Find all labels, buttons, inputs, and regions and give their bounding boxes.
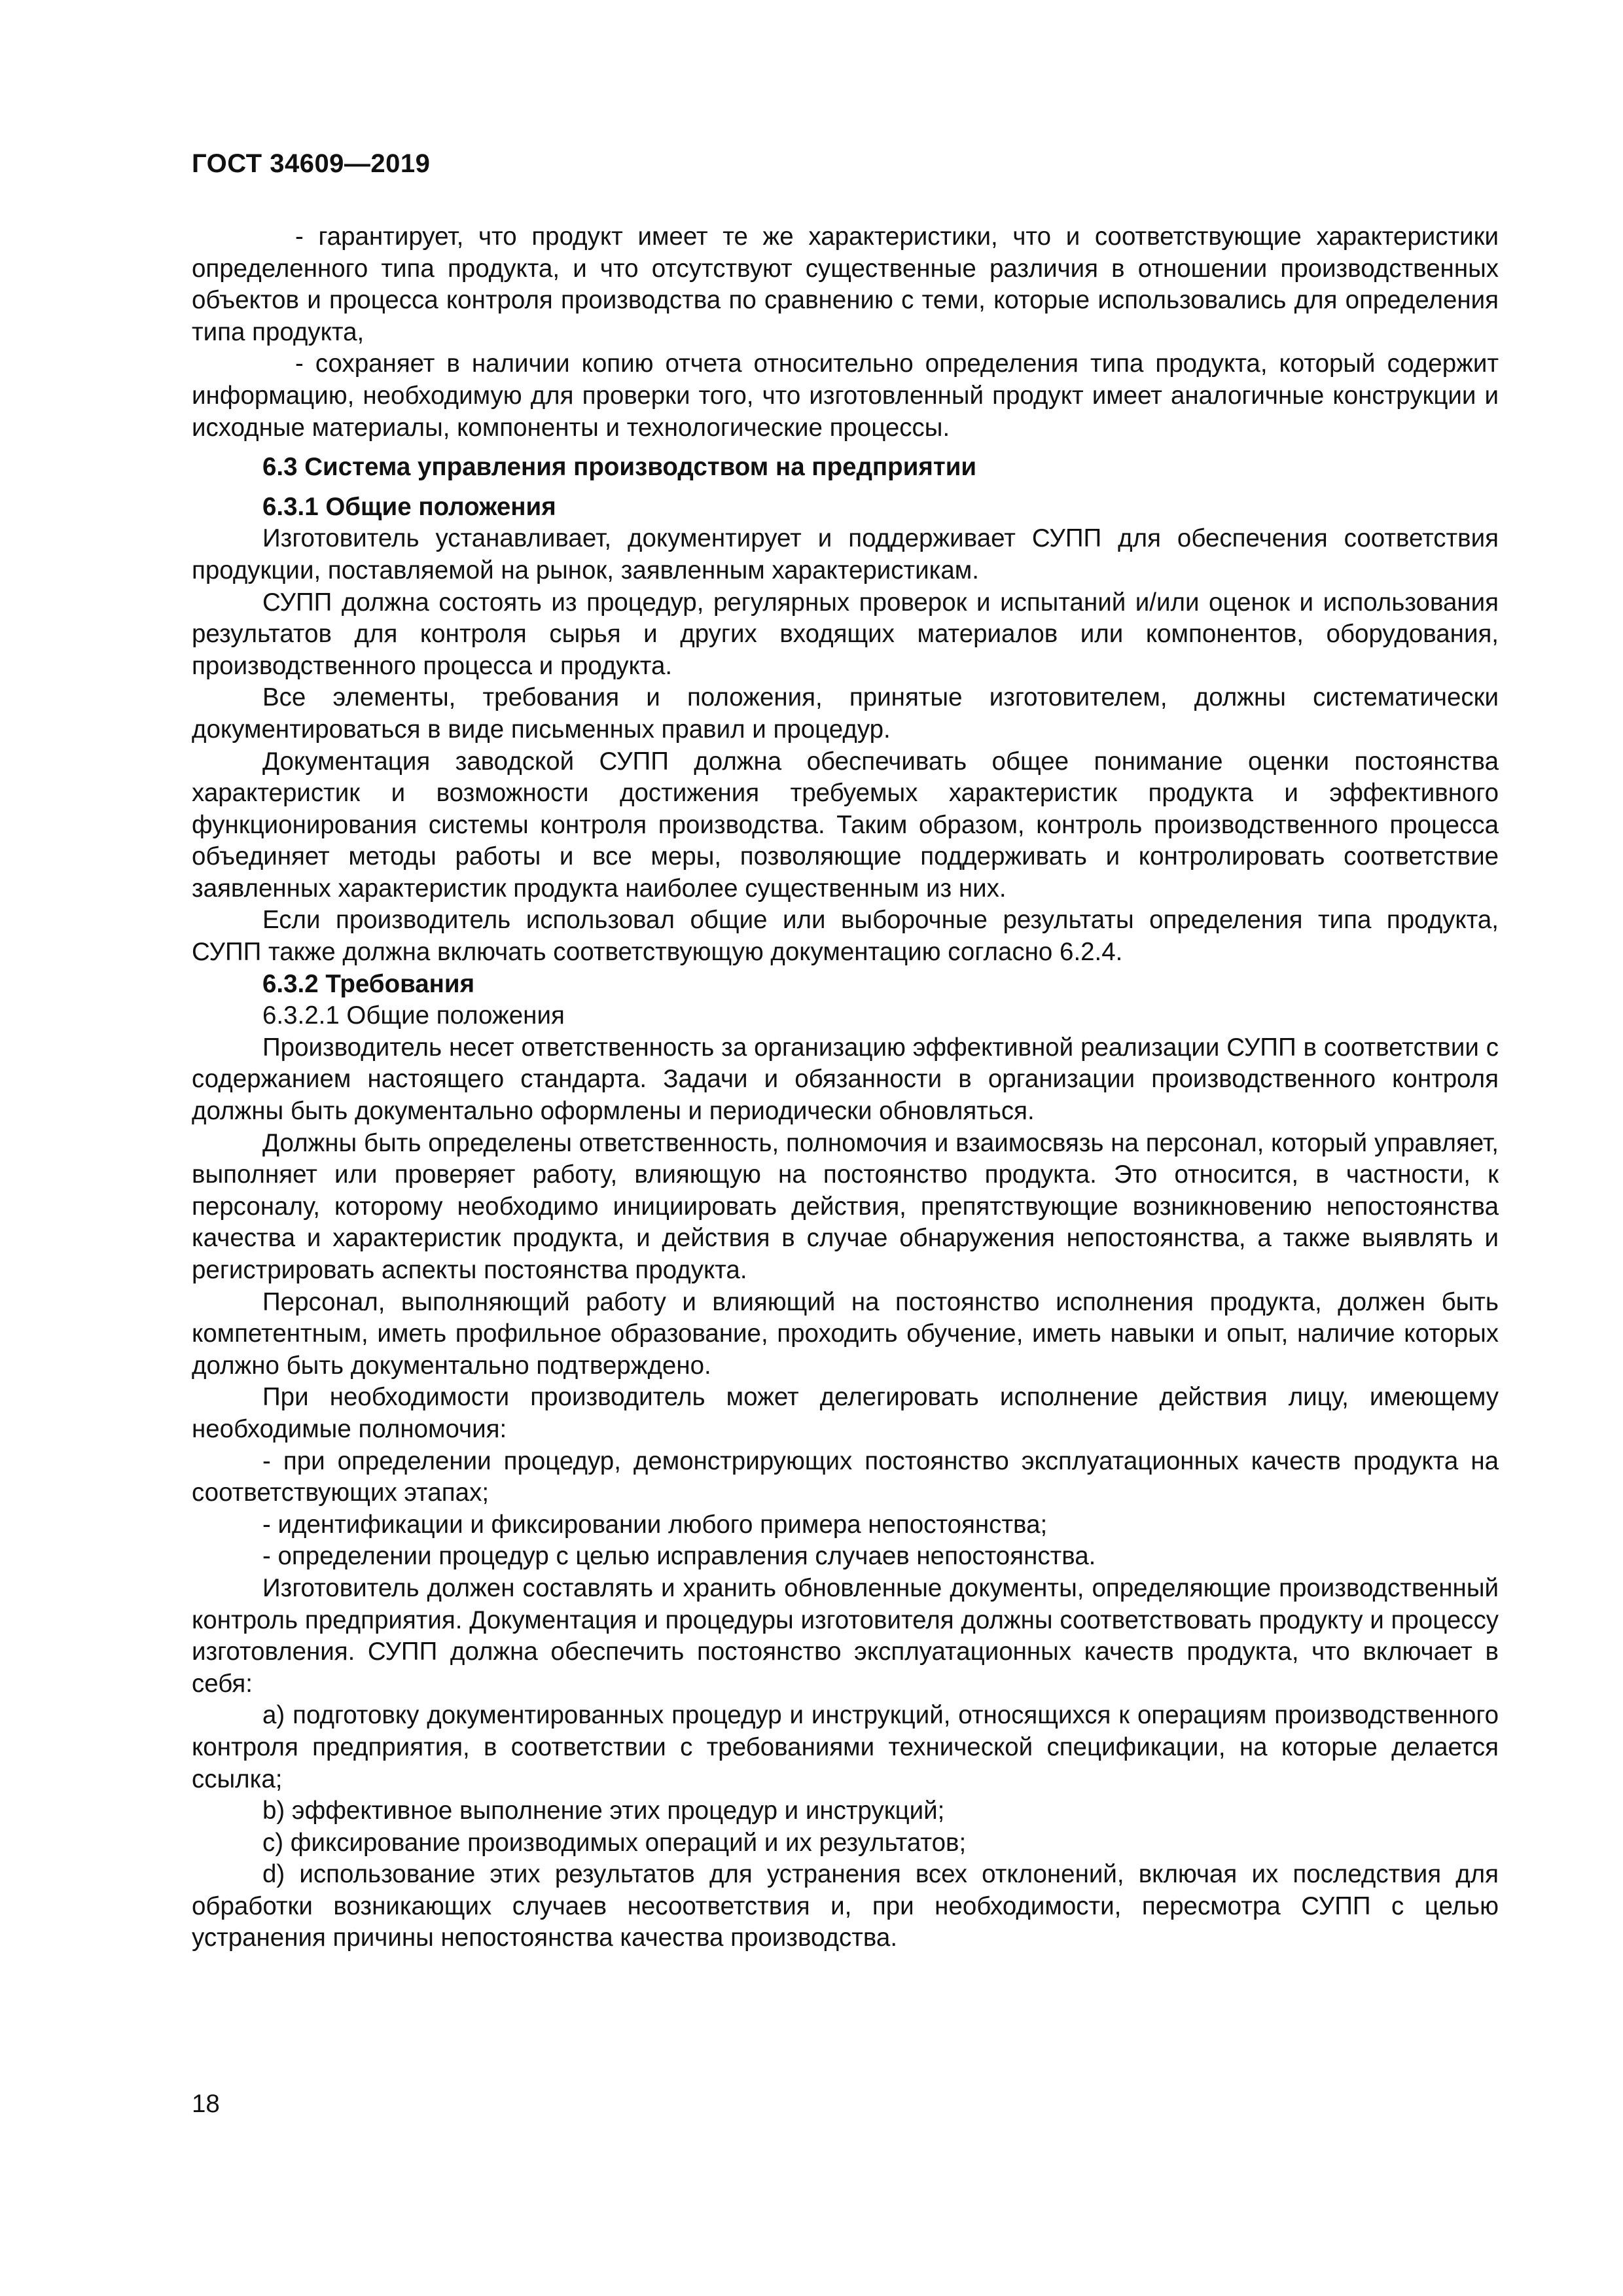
list-item: c) фиксирование производимых операций и их результатов;: [262, 1828, 967, 1857]
list-item: - идентификации и фиксировании любого примера непостоянства;: [262, 1510, 1048, 1539]
subsection-heading-6-3-2: 6.3.2 Требования: [262, 969, 475, 998]
paragraph: - сохраняет в наличии копию отчета относительно определения типа продукта, который содержит информацию, необходимую для проверки того, что изготовленный продукт имеет аналогичные конструкции и исходные материалы, компоненты и технологические процессы.: [192, 350, 1499, 442]
paragraph: Должны быть определены ответственность, полномочия и взаимосвязь на персонал, который управляет, выполняет или проверяет работу, влияющую на постоянство продукта. Это относится, в частности, к персоналу, которому необходимо инициировать действия, препятствующие возникновению непостоянства качества и характеристик продукта, и действия в случае обнаружения непостоянства, а также выявлять и регистрировать аспекты постоянства продукта.: [192, 1128, 1499, 1284]
paragraph: Если производитель использовал общие или выборочные результаты определения типа продукта, СУПП также должна включать соответствующую документацию согласно 6.2.4.: [192, 906, 1499, 967]
paragraph: При необходимости производитель может делегировать исполнение действия лицу, имеющему необходимые полномочия:: [192, 1383, 1499, 1443]
paragraph: Персонал, выполняющий работу и влияющий на постоянство исполнения продукта, должен быть компетентным, иметь профильное образование, проходить обучение, иметь навыки и опыт, наличие которых должно быть документально подтверждено.: [192, 1287, 1499, 1380]
paragraph: СУПП должна состоять из процедур, регулярных проверок и испытаний и/или оценок и использования результатов для контроля сырья и других входящих материалов или компонентов, оборудования, производственного процесса и продукта.: [192, 588, 1499, 680]
page-number: 18: [192, 2090, 220, 2118]
paragraph: Документация заводской СУПП должна обеспечивать общее понимание оценки постоянства характеристик и возможности достижения требуемых характеристик продукта и эффективного функционирования системы контроля производства. Таким образом, контроль производственного процесса объединяет методы работы и все меры, позволяющие поддерживать и контролировать соответствие заявленных характеристик продукта наиболее существенным из них.: [192, 747, 1499, 903]
paragraph: Производитель несет ответственность за организацию эффективной реализации СУПП в соответствии с содержанием настоящего стандарта. Задачи и обязанности в организации производственного контроля должны быть документально оформлены и периодически обновляться.: [192, 1033, 1499, 1126]
section-heading-6-3: 6.3 Система управления производством на предприятии: [262, 453, 977, 482]
paragraph: - гарантирует, что продукт имеет те же характеристики, что и соответствующие характеристики определенного типа продукта, и что отсутствуют существенные различия в отношении производственных объектов и процесса контроля производства по сравнению с теми, которые использовались для определения типа продукта,: [192, 223, 1499, 346]
list-item: b) эффективное выполнение этих процедур и инструкций;: [262, 1797, 945, 1825]
standard-code-header: ГОСТ 34609—2019: [192, 149, 431, 178]
list-item: a) подготовку документированных процедур и инструкций, относящихся к операциям производственного контроля предприятия, в соответствии с требованиями технической спецификации, на которые делается ссылка;: [192, 1701, 1499, 1793]
list-item: - при определении процедур, демонстрирующих постоянство эксплуатационных качеств продукта на соответствующих этапах;: [192, 1446, 1499, 1507]
paragraph: Все элементы, требования и положения, принятые изготовителем, должны систематически документироваться в виде письменных правил и процедур.: [192, 683, 1499, 744]
paragraph: Изготовитель устанавливает, документирует и поддерживает СУПП для обеспечения соответствия продукции, поставляемой на рынок, заявленным характеристикам.: [192, 524, 1499, 584]
paragraph: Изготовитель должен составлять и хранить обновленные документы, определяющие производственный контроль предприятия. Документация и процедуры изготовителя должны соответствовать продукту и процессу изготовления. СУПП должна обеспечить постоянство эксплуатационных качеств продукта, что включает в себя:: [192, 1573, 1499, 1698]
list-item: d) использование этих результатов для устранения всех отклонений, включая их последствия для обработки возникающих случаев несоответствия и, при необходимости, пересмотра СУПП с целью устранения причины непостоянства качества производства.: [192, 1860, 1499, 1952]
list-item: - определении процедур с целью исправления случаев непостоянства.: [262, 1542, 1096, 1571]
page-body: [192, 221, 1499, 1954]
subsection-heading-6-3-1: 6.3.1 Общие положения: [262, 492, 556, 521]
clause-heading-6-3-2-1: 6.3.2.1 Общие положения: [262, 1001, 565, 1030]
